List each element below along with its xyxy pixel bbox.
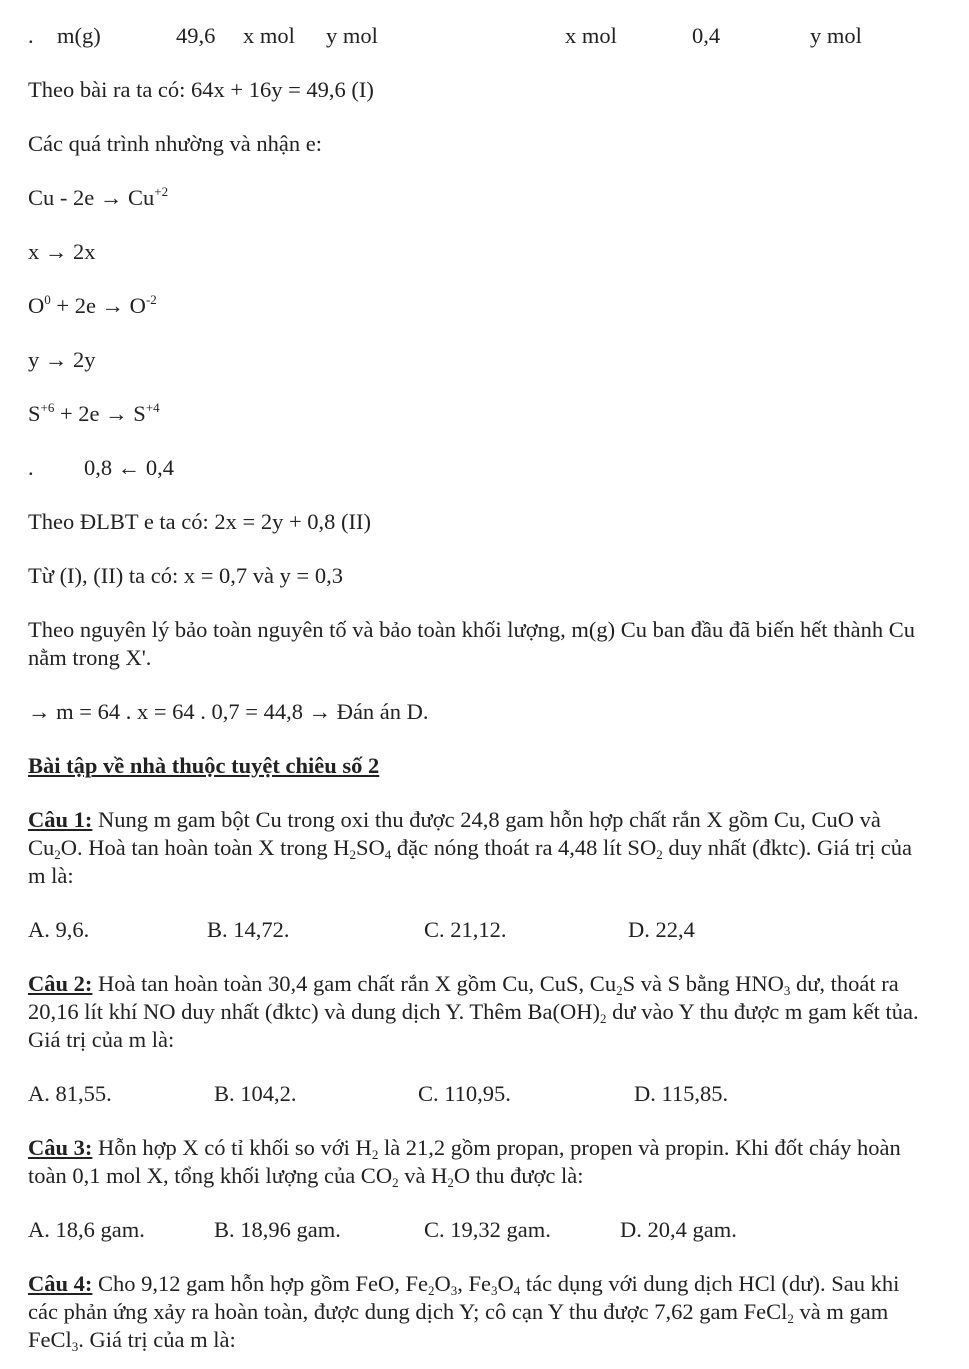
section-heading: Bài tập về nhà thuộc tuyệt chiêu số 2 (28, 753, 380, 778)
x-to-2x: x → 2x (28, 239, 96, 264)
row-dot: . (28, 23, 34, 48)
question-1: Câu 1: Nung m gam bột Cu trong oxi thu được 24,8 gam hỗn hợp chất rắn X gồm Cu, CuO và $Cu_2O$. Hoà tan hoàn toàn X trong $H_2SO_4$ đặc nóng thoát ra 4,48 lít $SO_2$ duy nhất (đktc). Giá trị của m là: (28, 807, 912, 888)
line-dot: . (28, 455, 34, 480)
question-3-label: Câu 3: (28, 1135, 93, 1160)
question-2-label: Câu 2: (28, 971, 93, 996)
mass-label: m(g) (57, 23, 101, 48)
value-49-6: 49,6 (176, 23, 216, 48)
value-0-4: 0,4 (692, 23, 721, 48)
question-1-label: Câu 1: (28, 807, 93, 832)
q1-option-c: C. 21,12. (424, 917, 507, 942)
value-y-mol: y mol (326, 23, 378, 48)
q2-option-c: C. 110,95. (418, 1081, 511, 1106)
value-x-mol-2: x mol (565, 23, 617, 48)
q3-option-b: B. 18,96 gam. (214, 1217, 341, 1242)
y-to-2y: y → 2y (28, 347, 96, 372)
s-reduction: $S^{+6} + 2e \to S^{+4}$ (28, 400, 160, 426)
o-reduction: $O^0 + 2e \to O^{-2}$ (28, 292, 157, 318)
q1-option-a: A. 9,6. (28, 917, 90, 942)
process-heading: Các quá trình nhường và nhận e: (28, 131, 323, 156)
question-4: Câu 4: Cho 9,12 gam hỗn hợp gồm FeO, $Fe_2O_3$, $Fe_3O_4$ tác dụng với dung dịch HCl (dư). Sau khi các phản ứng xảy ra hoàn toàn, được dung dịch Y; cô cạn Y thu được 7,62 gam FeCl$_2$ và m gam FeCl$_3$. Giá trị của m là: (28, 1271, 900, 1354)
answer-line: → m = 64 . x = 64 . 0,7 = 44,8 → Đán án D. (28, 699, 429, 724)
question-4-label: Câu 4: (28, 1271, 93, 1296)
value-x-mol: x mol (243, 23, 295, 48)
q2-option-b: B. 104,2. (214, 1081, 297, 1106)
q3-option-c: C. 19,32 gam. (424, 1217, 551, 1242)
electron-count: 0,8 ← 0,4 (84, 455, 174, 480)
value-y-mol-2: y mol (810, 23, 862, 48)
question-2: Câu 2: Hoà tan hoàn toàn 30,4 gam chất rắn X gồm Cu, CuS, $Cu_2S$ và S bằng $HNO_3$ dư, thoát ra 20,16 lít khí NO duy nhất (đktc) và dung dịch Y. Thêm $Ba(OH)_2$ dư vào Y thu được m gam kết tủa. Giá trị của m là: (28, 971, 919, 1052)
cu-oxidation: $Cu - 2e \to Cu^{+2}$ (28, 184, 169, 210)
q1-option-d: D. 22,4 (628, 917, 695, 942)
equation-II: Theo ĐLBT e ta có: 2x = 2y + 0,8 (II) (28, 509, 372, 534)
solution-xy: Từ (I), (II) ta có: x = 0,7 và y = 0,3 (28, 563, 343, 588)
question-3: Câu 3: Hỗn hợp X có tỉ khối so với $H_2$ là 21,2 gồm propan, propen và propin. Khi đốt cháy hoàn toàn 0,1 mol X, tổng khối lượng của $CO_2$ và $H_2O$ thu được là: (28, 1135, 901, 1190)
conservation-paragraph: Theo nguyên lý bảo toàn nguyên tố và bảo toàn khối lượng, m(g) Cu ban đầu đã biến hết thành Cu nằm trong X'. (28, 617, 916, 670)
q2-option-d: D. 115,85. (634, 1081, 729, 1106)
q3-option-a: A. 18,6 gam. (28, 1217, 145, 1242)
q3-option-d: D. 20,4 gam. (620, 1217, 737, 1242)
q2-option-a: A. 81,55. (28, 1081, 112, 1106)
equation-I: Theo bài ra ta có: 64x + 16y = 49,6 (I) (28, 77, 374, 102)
q1-option-b: B. 14,72. (207, 917, 290, 942)
